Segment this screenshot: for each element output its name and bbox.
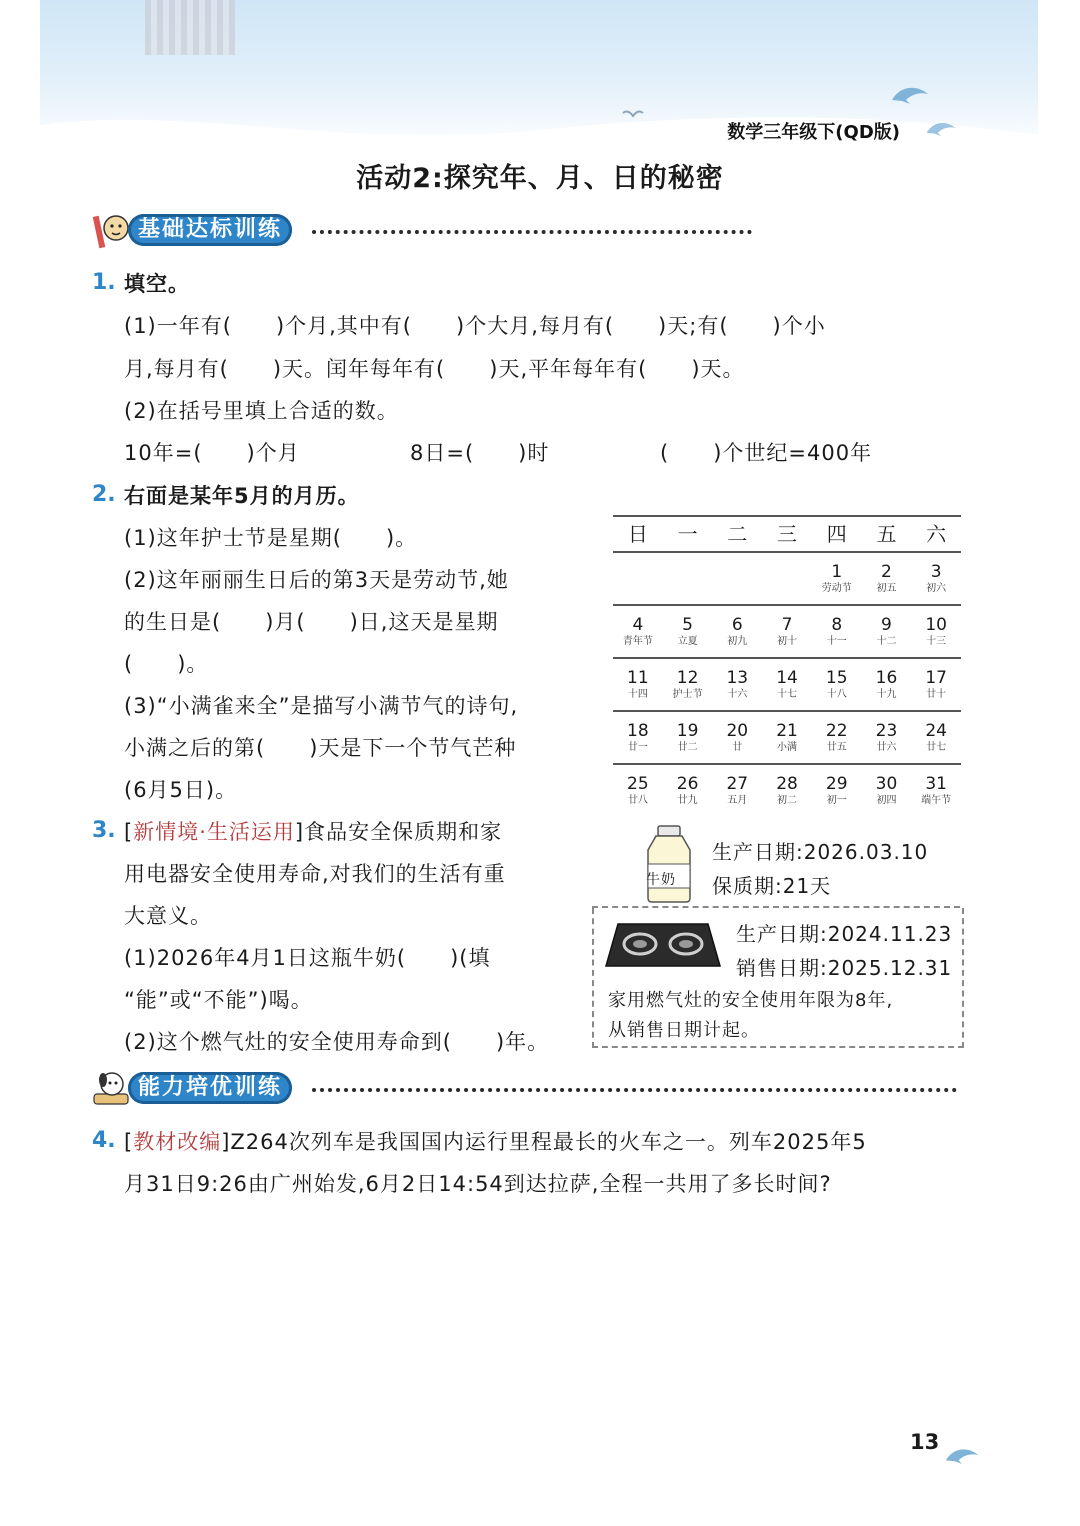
- mascot-icon: [92, 1068, 132, 1108]
- calendar-day-cell: [762, 767, 812, 816]
- calendar-day-cell: [862, 608, 912, 657]
- calendar-week-row: [613, 608, 961, 659]
- calendar-body: [613, 555, 961, 816]
- calendar-day-note: 五月: [727, 795, 748, 806]
- milk-production-date: 生产日期:2026.03.10: [712, 840, 929, 864]
- calendar-day-cell: [663, 661, 713, 710]
- calendar-day-number: 13: [726, 668, 749, 688]
- calendar-day-cell: [812, 767, 862, 816]
- calendar-day-note: 十六: [727, 689, 748, 700]
- calendar-week-row: [613, 767, 961, 816]
- calendar-day-number: 19: [676, 721, 699, 741]
- calendar-day-note: 小满: [777, 742, 798, 753]
- q2-line: 的生日是( )月( )日,这天是星期: [124, 610, 499, 634]
- calendar-day-note: 廿一: [627, 742, 648, 753]
- may-calendar: [613, 515, 961, 816]
- calendar-day-note: 端午节: [921, 795, 952, 806]
- weekday-label: 二: [727, 522, 748, 546]
- calendar-day-note: 初五: [876, 583, 897, 594]
- calendar-day-number: 20: [726, 721, 749, 741]
- calendar-day-cell: [712, 661, 762, 710]
- calendar-day-cell: [663, 714, 713, 763]
- calendar-day-number: 10: [925, 615, 947, 635]
- page-number: 13: [910, 1430, 940, 1454]
- calendar-day-number: 17: [925, 668, 947, 688]
- q3-stem-line: 用电器安全使用寿命,对我们的生活有重: [124, 862, 506, 886]
- q3-tag: [新情境·生活运用]: [124, 820, 305, 844]
- calendar-day-number: 7: [781, 615, 793, 635]
- calendar-day-note: 廿六: [876, 742, 897, 753]
- calendar-day-number: 16: [875, 668, 898, 688]
- milk-shelf-life: 保质期:21天: [712, 874, 832, 898]
- weekday-label: 一: [677, 522, 698, 546]
- calendar-day-cell: [762, 661, 812, 710]
- q3-line: “能”或“不能”)喝。: [124, 988, 313, 1012]
- calendar-day-note: 青年节: [622, 636, 653, 647]
- calendar-day-cell: [762, 714, 812, 763]
- calendar-day-number: 25: [627, 774, 649, 794]
- series-label: 数学三年级下(QD版): [727, 122, 900, 143]
- calendar-day-note: 十四: [627, 689, 648, 700]
- calendar-day-number: 21: [776, 721, 798, 741]
- calendar-day-number: 18: [627, 721, 649, 741]
- calendar-day-cell: [812, 661, 862, 710]
- q4-tag: [教材改编]: [124, 1130, 231, 1154]
- calendar-day-number: 26: [676, 774, 699, 794]
- q4-first-line: [教材改编]Z264次列车是我国国内运行里程最长的火车之一。列车2025年5: [124, 1130, 867, 1154]
- q2-line: (6月5日)。: [124, 778, 238, 802]
- calendar-day-note: 廿十: [926, 689, 947, 700]
- calendar-day-note: 十九: [876, 689, 897, 700]
- q3-stem-first: [新情境·生活运用]食品安全保质期和家: [124, 820, 503, 844]
- calendar-day-note: 廿: [732, 742, 743, 753]
- calendar-day-number: 3: [930, 562, 942, 582]
- calendar-day-note: 劳动节: [821, 583, 852, 594]
- q2-line: (3)“小满雀来全”是描写小满节气的诗句,: [124, 694, 519, 718]
- stove-note-line: 从销售日期计起。: [608, 1020, 760, 1041]
- section-basic: [92, 210, 757, 250]
- calendar-day-cell: [911, 608, 961, 657]
- weekday-label: 六: [926, 522, 947, 546]
- weekday-label: 五: [876, 522, 897, 546]
- q1-line: 月,每月有( )天。闰年每年有( )天,平年每年有( )天。: [124, 357, 745, 381]
- q3-line: (2)这个燃气灶的安全使用寿命到( )年。: [124, 1030, 550, 1054]
- calendar-day-note: 初一: [826, 795, 847, 806]
- calendar-day-number: 4: [632, 615, 644, 635]
- page-title: 活动2:探究年、月、日的秘密: [356, 163, 724, 194]
- calendar-day-note: 廿二: [677, 742, 698, 753]
- calendar-day-number: 6: [731, 615, 743, 635]
- calendar-day-note: 十三: [926, 636, 947, 647]
- calendar-day-cell: [613, 714, 663, 763]
- milk-info-box: [592, 818, 960, 908]
- calendar-day-cell: [762, 555, 812, 604]
- calendar-day-note: 立夏: [677, 636, 698, 647]
- calendar-day-number: 30: [875, 774, 898, 794]
- q4-line: 月31日9:26由广州始发,6月2日14:54到达拉萨,全程一共用了多长时间?: [124, 1172, 832, 1196]
- calendar-day-number: 23: [875, 721, 898, 741]
- calendar-day-cell: [712, 714, 762, 763]
- calendar-day-number: 1: [831, 562, 843, 582]
- calendar-day-number: 5: [682, 615, 693, 635]
- section-basic-label: 基础达标训练: [128, 214, 292, 246]
- milk-bottle-icon: [638, 824, 700, 904]
- calendar-day-cell: [613, 555, 663, 604]
- calendar-day-number: 31: [925, 774, 947, 794]
- calendar-day-note: 廿五: [826, 742, 847, 753]
- calendar-day-number: 11: [627, 668, 649, 688]
- q1-fill-days: 8日=( )时: [410, 441, 550, 465]
- dotted-rule: [312, 230, 752, 234]
- calendar-day-cell: [712, 767, 762, 816]
- dolphin-icon: [944, 1444, 980, 1466]
- q1-number: 1.: [92, 270, 116, 295]
- calendar-day-cell: [911, 661, 961, 710]
- dolphin-icon: [925, 118, 957, 138]
- calendar-day-number: 12: [676, 668, 699, 688]
- calendar-day-number: 29: [825, 774, 848, 794]
- section-advanced: [92, 1068, 962, 1108]
- q2-stem: 右面是某年5月的月历。: [124, 484, 360, 508]
- calendar-day-number: 2: [881, 562, 892, 582]
- calendar-week-row: [613, 661, 961, 712]
- calendar-day-number: 27: [726, 774, 749, 794]
- calendar-day-note: 十一: [826, 636, 847, 647]
- q3-stem-line: 大意义。: [124, 904, 212, 928]
- stove-note-line: 家用燃气灶的安全使用年限为8年,: [608, 990, 894, 1011]
- q2-line: ( )。: [124, 652, 209, 676]
- calendar-day-cell: [712, 555, 762, 604]
- calendar-day-note: 廿九: [677, 795, 698, 806]
- stove-production-date: 生产日期:2024.11.23: [736, 922, 953, 946]
- calendar-day-cell: [613, 608, 663, 657]
- bird-icon: [622, 108, 644, 122]
- weekday-label: 四: [826, 522, 847, 546]
- stove-sale-date: 销售日期:2025.12.31: [736, 956, 953, 980]
- q3-line: (1)2026年4月1日这瓶牛奶( )(填: [124, 946, 491, 970]
- calendar-day-cell: [663, 555, 713, 604]
- q1-line: (1)一年有( )个月,其中有( )个大月,每月有( )天;有( )个小: [124, 314, 826, 338]
- calendar-day-note: 初二: [777, 795, 798, 806]
- calendar-day-cell: [663, 608, 713, 657]
- blurred-image: [145, 0, 235, 55]
- calendar-day-number: 22: [825, 721, 848, 741]
- calendar-day-number: 15: [825, 668, 848, 688]
- calendar-day-number: 14: [776, 668, 798, 688]
- calendar-day-note: 初六: [926, 583, 947, 594]
- calendar-week-row: [613, 555, 961, 606]
- q1-fill-years: 10年=( )个月: [124, 441, 300, 465]
- q2-line: (2)这年丽丽生日后的第3天是劳动节,她: [124, 568, 509, 592]
- stove-info-box: [592, 908, 964, 1048]
- calendar-day-cell: [812, 555, 862, 604]
- calendar-day-number: 28: [776, 774, 798, 794]
- calendar-day-number: 9: [881, 615, 892, 635]
- calendar-day-note: 十二: [876, 636, 897, 647]
- q3-number: 3.: [92, 818, 116, 843]
- weekday-label: 日: [627, 522, 648, 546]
- calendar-day-cell: [663, 767, 713, 816]
- calendar-day-cell: [911, 714, 961, 763]
- calendar-day-cell: [862, 767, 912, 816]
- calendar-day-note: 十七: [777, 689, 798, 700]
- calendar-day-note: 护士节: [672, 689, 703, 700]
- mascot-icon: [92, 210, 132, 250]
- calendar-day-cell: [862, 714, 912, 763]
- calendar-day-cell: [812, 714, 862, 763]
- weekday-label: 三: [777, 522, 798, 546]
- calendar-day-note: 初十: [777, 636, 798, 647]
- section-advanced-label: 能力培优训练: [128, 1072, 292, 1104]
- calendar-day-note: 廿八: [627, 795, 648, 806]
- calendar-day-note: 廿七: [926, 742, 947, 753]
- calendar-day-cell: [712, 608, 762, 657]
- calendar-day-note: 初四: [876, 795, 897, 806]
- q1-stem: 填空。: [124, 272, 190, 296]
- q4-number: 4.: [92, 1128, 116, 1153]
- q1-line: (2)在括号里填上合适的数。: [124, 399, 399, 423]
- q1-fill-century: ( )个世纪=400年: [660, 441, 873, 465]
- q2-line: 小满之后的第( )天是下一个节气芒种: [124, 736, 517, 760]
- gas-stove-icon: [604, 920, 722, 970]
- calendar-day-number: 8: [831, 615, 843, 635]
- calendar-week-row: [613, 714, 961, 765]
- calendar-day-cell: [862, 555, 912, 604]
- milk-label: 牛奶: [646, 872, 676, 888]
- calendar-day-cell: [862, 661, 912, 710]
- q2-line: (1)这年护士节是星期( )。: [124, 526, 418, 550]
- calendar-day-cell: [613, 767, 663, 816]
- calendar-weekday-header: [613, 515, 961, 553]
- calendar-day-cell: [812, 608, 862, 657]
- calendar-day-cell: [613, 661, 663, 710]
- dolphin-icon: [890, 82, 930, 106]
- q2-number: 2.: [92, 482, 116, 507]
- calendar-day-number: 24: [925, 721, 947, 741]
- dotted-rule: [312, 1088, 957, 1092]
- calendar-day-note: 十八: [826, 689, 847, 700]
- calendar-day-cell: [762, 608, 812, 657]
- calendar-day-note: 初九: [727, 636, 748, 647]
- calendar-day-cell: [911, 767, 961, 816]
- calendar-day-cell: [911, 555, 961, 604]
